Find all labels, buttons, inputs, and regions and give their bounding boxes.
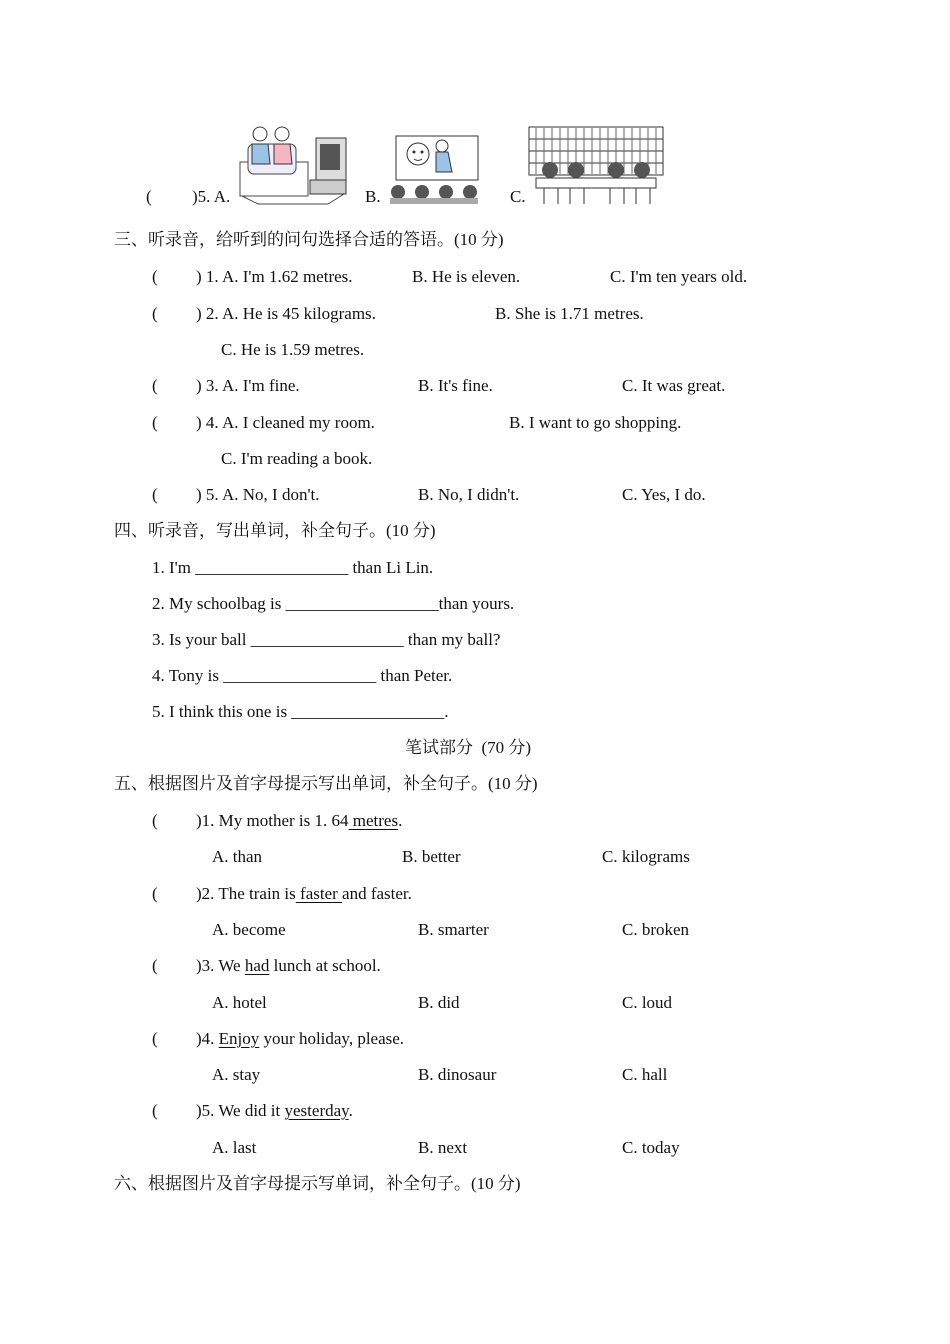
s5-q2-b: B. smarter [418,920,489,939]
s5-q3-sentence: )3. We had lunch at school. [196,956,381,975]
s5-q2-c: C. broken [622,920,690,939]
s3-q1-c: C. I'm ten years old. [610,267,748,286]
s5-q1-underlined: metres [348,811,399,830]
s5-q5-underlined: yesterday [284,1101,349,1120]
s3-q5-b: B. No, I didn't. [418,485,520,504]
s5-q3-b: B. did [418,993,460,1012]
s5-q4-sentence: )4. Enjoy your holiday, please. [196,1029,405,1048]
s4-item-1: 1. I'm __________________ than Li Lin. [152,558,434,577]
picture-b-watching-film [382,134,482,204]
s3-q1-b: B. He is eleven. [412,267,521,286]
s5-q4-paren: ( [152,1029,158,1048]
s5-q1-paren: ( [152,811,158,830]
s3-q3-c: C. It was great. [622,376,726,395]
s5-q3-underlined: had [244,956,270,975]
s3-q5-c: C. Yes, I do. [622,485,706,504]
s5-q4-underlined: Enjoy [218,1029,260,1048]
s5-q1-a: A. than [212,847,263,866]
s5-q4-a: A. stay [212,1065,261,1084]
s3-q1-paren: ( [152,267,158,286]
q5-paren: ( [146,187,152,206]
s5-q3-a: A. hotel [212,993,267,1012]
section-3-heading: 三、听录音，给听到的问句选择合适的答语。(10 分) [114,230,504,249]
s4-item-2: 2. My schoolbag is __________________than yours. [152,594,515,613]
s5-q5-sentence: )5. We did it yesterday. [196,1101,353,1120]
section-5-heading: 五、根据图片及首字母提示写出单词，补全句子。(10 分) [114,774,538,793]
s5-q1-c: C. kilograms [602,847,690,866]
written-part-title: 笔试部分 (70 分) [405,738,532,757]
s4-item-3: 3. Is your ball __________________ than my ball? [152,630,501,649]
s5-q2-sentence: )2. The train is faster and faster. [196,884,412,903]
s3-q4-c: C. I'm reading a book. [221,449,373,468]
s4-item-4: 4. Tony is __________________ than Peter. [152,666,453,685]
picture-a-watching-tv [238,124,348,206]
picture-c-library [528,126,664,206]
q5-label: )5. A. [192,187,231,206]
s5-q5-a: A. last [212,1138,257,1157]
s5-q5-b: B. next [418,1138,468,1157]
q5-option-b: B. [365,187,381,206]
s5-q2-a: A. become [212,920,286,939]
s5-q4-b: B. dinosaur [418,1065,497,1084]
s5-q1-sentence: )1. My mother is 1. 64 metres. [196,811,403,830]
s5-q4-c: C. hall [622,1065,668,1084]
s5-q3-c: C. loud [622,993,673,1012]
s3-q1-a: ) 1. A. I'm 1.62 metres. [196,267,353,286]
s3-q4-b: B. I want to go shopping. [509,413,682,432]
s3-q2-paren: ( [152,304,158,323]
s3-q2-a: ) 2. A. He is 45 kilograms. [196,304,376,323]
s5-q2-paren: ( [152,884,158,903]
s5-q5-c: C. today [622,1138,680,1157]
s3-q4-paren: ( [152,413,158,432]
q5-option-c: C. [510,187,526,206]
s3-q3-b: B. It's fine. [418,376,493,395]
s5-q5-paren: ( [152,1101,158,1120]
s3-q2-b: B. She is 1.71 metres. [495,304,644,323]
section-4-heading: 四、听录音，写出单词，补全句子。(10 分) [114,521,436,540]
s3-q3-paren: ( [152,376,158,395]
s5-q2-underlined: faster [295,884,343,903]
s3-q3-a: ) 3. A. I'm fine. [196,376,300,395]
s5-q1-b: B. better [402,847,461,866]
s3-q5-paren: ( [152,485,158,504]
s3-q5-a: ) 5. A. No, I don't. [196,485,320,504]
s4-item-5: 5. I think this one is __________________. [152,702,449,721]
section-6-heading: 六、根据图片及首字母提示写单词，补全句子。(10 分) [114,1174,521,1193]
s5-q3-paren: ( [152,956,158,975]
s3-q4-a: ) 4. A. I cleaned my room. [196,413,375,432]
s3-q2-c: C. He is 1.59 metres. [221,340,365,359]
